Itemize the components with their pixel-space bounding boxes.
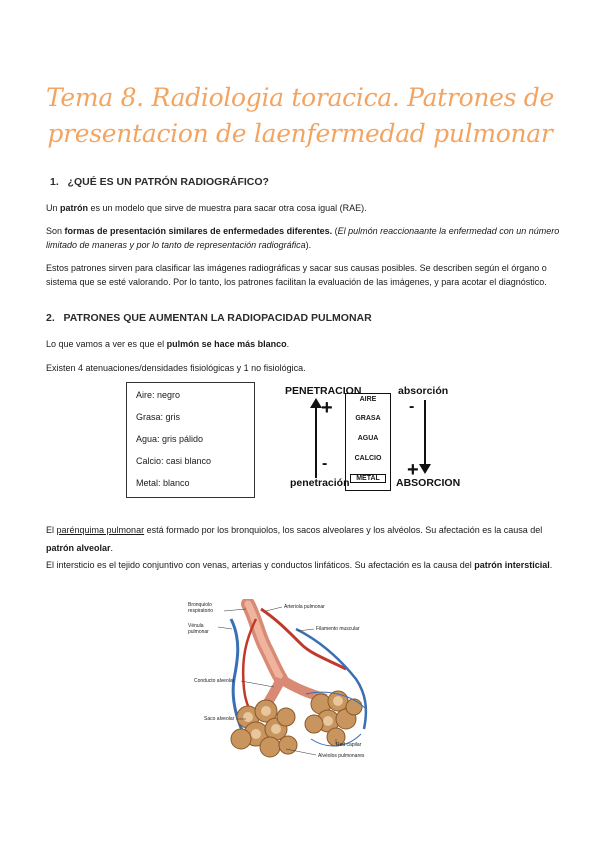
text: El [46,525,57,535]
label-bronquiolo: Bronquiolo respiratorio [188,602,214,614]
title-line-1: Tema 8. Radiologia toracica. Patrones de [45,83,554,112]
arrow-up-icon [310,398,322,478]
diagram-label-absorcion-bottom: ABSORCION [396,477,461,489]
density-agua: Agua: gris pálido [136,434,204,444]
bold-text: patrón intersticial [474,560,550,570]
diagram-minus-left: - [322,455,328,472]
density-grasa: Grasa: gris [136,412,181,422]
column-agua: AGUA [357,435,379,442]
label-red-capilar: Red capilar [336,742,362,748]
diagram-label-penetracion-bottom: penetración [290,477,350,489]
text: es un modelo que sirve de muestra para sacar otra cosa igual (RAE). [88,203,367,213]
text: El intersticio es el tejido conjuntivo con venas, arterias y conductos linfáticos. Su afectación es la causa del [46,560,475,570]
column-grasa: GRASA [355,415,381,422]
density-calcio: Calcio: casi blanco [136,456,212,466]
label-alveolos: Alvéolos pulmonares [318,753,365,759]
text: . [110,543,114,553]
label-filamento: Filamento muscular [316,626,360,632]
diagram-label-penetracion-top: PENETRACION [285,385,362,397]
bold-text: patrón alveolar [46,543,111,553]
section-2-number: 2. [46,312,55,324]
text: está formado por los bronquiolos, los sacos alveolares y los alvéolos. Su afectación es la causa del [144,525,543,535]
diagram-label-absorcion-top: absorción [398,385,449,397]
column-aire: AIRE [359,396,377,403]
text: Son [46,226,65,236]
arrow-down-icon [419,400,431,474]
italic-text: El pulmón reaccionaante la enfermedad con un número limitado de maneras y por lo tanto de representación radiográfica [46,226,560,250]
bold-text: patrón [60,203,89,213]
label-saco: Saco alveolar [204,716,235,722]
title-line-2: presentacion de laenfermedad pulmonar [47,119,553,148]
density-metal: Metal: blanco [136,478,190,488]
section-2-title: PATRONES QUE AUMENTAN LA RADIOPACIDAD PULMONAR [63,312,372,324]
density-aire: Aire: negro [136,390,181,400]
text: . [549,560,553,570]
section-1-number: 1. [50,176,59,188]
section-1-heading [50,176,269,188]
alveoli-illustration [186,599,384,762]
diagram-plus-right: + [407,459,419,481]
diagram-minus-right: - [409,398,415,415]
paragraph-pulmon-blanco [46,337,560,351]
section-2-heading [46,312,372,324]
label-conducto: Conducto alveolar [194,678,235,684]
paragraph-parenquima [46,521,560,557]
page-title [40,80,560,152]
section-1-title: ¿QUÉ ES UN PATRÓN RADIOGRÁFICO? [67,176,269,188]
paragraph-intersticio [46,556,560,574]
label-venula: Vénula pulmonar [188,623,209,635]
diagram-density-column [345,393,391,491]
paragraph-atenuaciones: Existen 4 atenuaciones/densidades fisiológicas y 1 no fisiológica. [46,363,306,373]
text: Un [46,203,61,213]
underlined-text: parénquima pulmonar [56,525,145,535]
label-arteriola: Arteriola pulmonar [284,604,325,610]
paragraph-patrones-uso: Estos patrones sirven para clasificar las imágenes radiográficas y sacar sus causas posibles. Se describen según el órgano o sistema que se esté valorando. Por lo tanto, los patrones facilitan la evaluación de las imágenes, y para acotar el diagnóstico. [46,263,547,287]
diagram-plus-left: + [321,397,333,419]
column-calcio: CALCIO [354,455,382,462]
text: Lo que vamos a ver es que el [46,339,167,349]
text: . [286,339,290,349]
bold-text: formas de presentación similares de enfermedades diferentes. [64,226,333,236]
paragraph-patron-definition [46,201,560,215]
text: ( [332,226,338,236]
text: ). [305,240,312,250]
bold-text: pulmón se hace más blanco [166,339,287,349]
paragraph-formas [46,224,560,252]
density-list-box [126,382,255,498]
column-metal: METAL [350,474,386,483]
